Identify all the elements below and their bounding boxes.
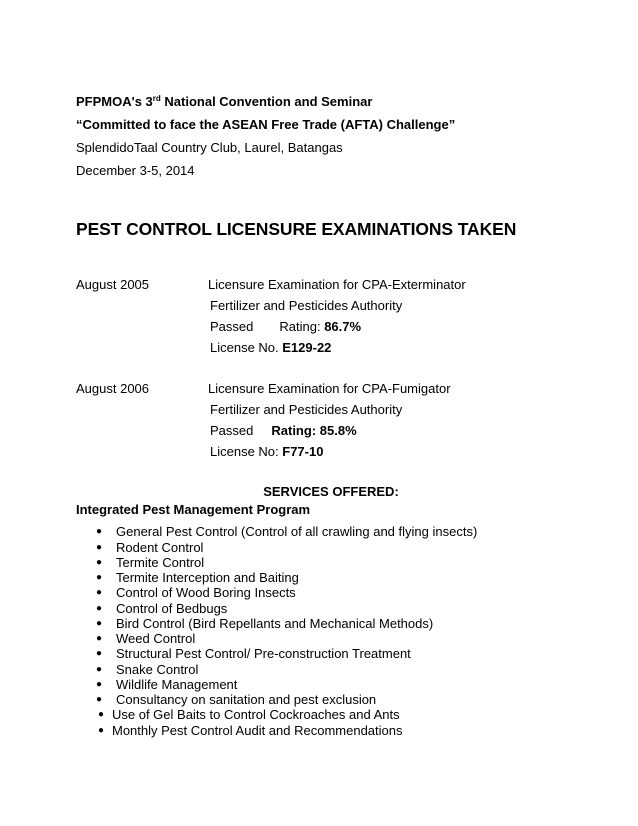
service-item-label: Control of Wood Boring Insects (116, 585, 296, 600)
bullet-icon: ● (96, 618, 103, 629)
bullet-icon: ● (96, 664, 103, 675)
bullet-icon: ● (96, 587, 103, 598)
exam-date: August 2006 (76, 381, 150, 396)
bullet-icon: ● (96, 603, 103, 614)
exam-status: Passed (210, 319, 254, 334)
service-item-label: Structural Pest Control/ Pre-construction Treatment (116, 646, 411, 661)
bullet-icon: ● (98, 725, 105, 736)
service-item-label: General Pest Control (Control of all crawling and flying insects) (116, 524, 478, 539)
convention-theme: “Committed to face the ASEAN Free Trade (AFTA) Challenge” (76, 117, 456, 132)
service-item-label: Use of Gel Baits to Control Cockroaches and Ants (112, 707, 400, 722)
service-item-label: Termite Control (116, 555, 205, 570)
bullet-icon: ● (96, 648, 103, 659)
bullet-icon: ● (96, 542, 103, 553)
exam-license-label: License No: (210, 444, 283, 459)
bullet-icon: ● (96, 526, 103, 537)
program-title: Integrated Pest Management Program (76, 502, 311, 517)
convention-title: PFPMOA's 3rd National Convention and Seminar (76, 94, 373, 109)
ordinal-suffix: rd (152, 94, 161, 103)
bullet-icon: ● (96, 633, 103, 644)
bullet-icon: ● (96, 557, 103, 568)
exam-rating-label: Rating: (279, 319, 325, 334)
service-item-label: Rodent Control (116, 540, 204, 555)
exam-result (210, 319, 361, 335)
exam-date: August 2005 (76, 277, 150, 292)
service-item-label: Weed Control (116, 631, 196, 646)
exam-rating-value: 85.8% (319, 423, 357, 438)
exam-rating-label: Rating: (271, 423, 320, 438)
service-item-label: Consultancy on sanitation and pest exclusion (116, 692, 377, 707)
exam-authority: Fertilizer and Pesticides Authority (210, 402, 403, 417)
services-title: SERVICES OFFERED: (263, 484, 399, 499)
exam-license-value: E129-22 (282, 340, 332, 355)
bullet-icon: ● (96, 572, 103, 583)
service-item-label: Monthly Pest Control Audit and Recommendations (112, 723, 403, 738)
service-item-label: Wildlife Management (116, 677, 238, 692)
bullet-icon: ● (98, 709, 105, 720)
convention-venue: SplendidoTaal Country Club, Laurel, Batangas (76, 140, 343, 155)
exam-title: Licensure Examination for CPA-Exterminator (208, 277, 466, 292)
exam-license-label: License No. (210, 340, 283, 355)
service-item-label: Termite Interception and Baiting (116, 570, 299, 585)
exam-status: Passed (210, 423, 254, 438)
exam-result (210, 423, 357, 439)
service-item-label: Snake Control (116, 662, 199, 677)
exam-license-value: F77-10 (282, 444, 324, 459)
convention-date: December 3-5, 2014 (76, 163, 195, 178)
exam-license (210, 340, 331, 356)
bullet-icon: ● (96, 694, 103, 705)
exam-rating-value: 86.7% (324, 319, 362, 334)
service-item-label: Control of Bedbugs (116, 601, 228, 616)
exam-title: Licensure Examination for CPA-Fumigator (208, 381, 451, 396)
exam-license (210, 444, 323, 460)
section-heading: PEST CONTROL LICENSURE EXAMINATIONS TAKEN (76, 219, 517, 239)
bullet-icon: ● (96, 679, 103, 690)
service-item-label: Bird Control (Bird Repellants and Mechanical Methods) (116, 616, 434, 631)
exam-authority: Fertilizer and Pesticides Authority (210, 298, 403, 313)
